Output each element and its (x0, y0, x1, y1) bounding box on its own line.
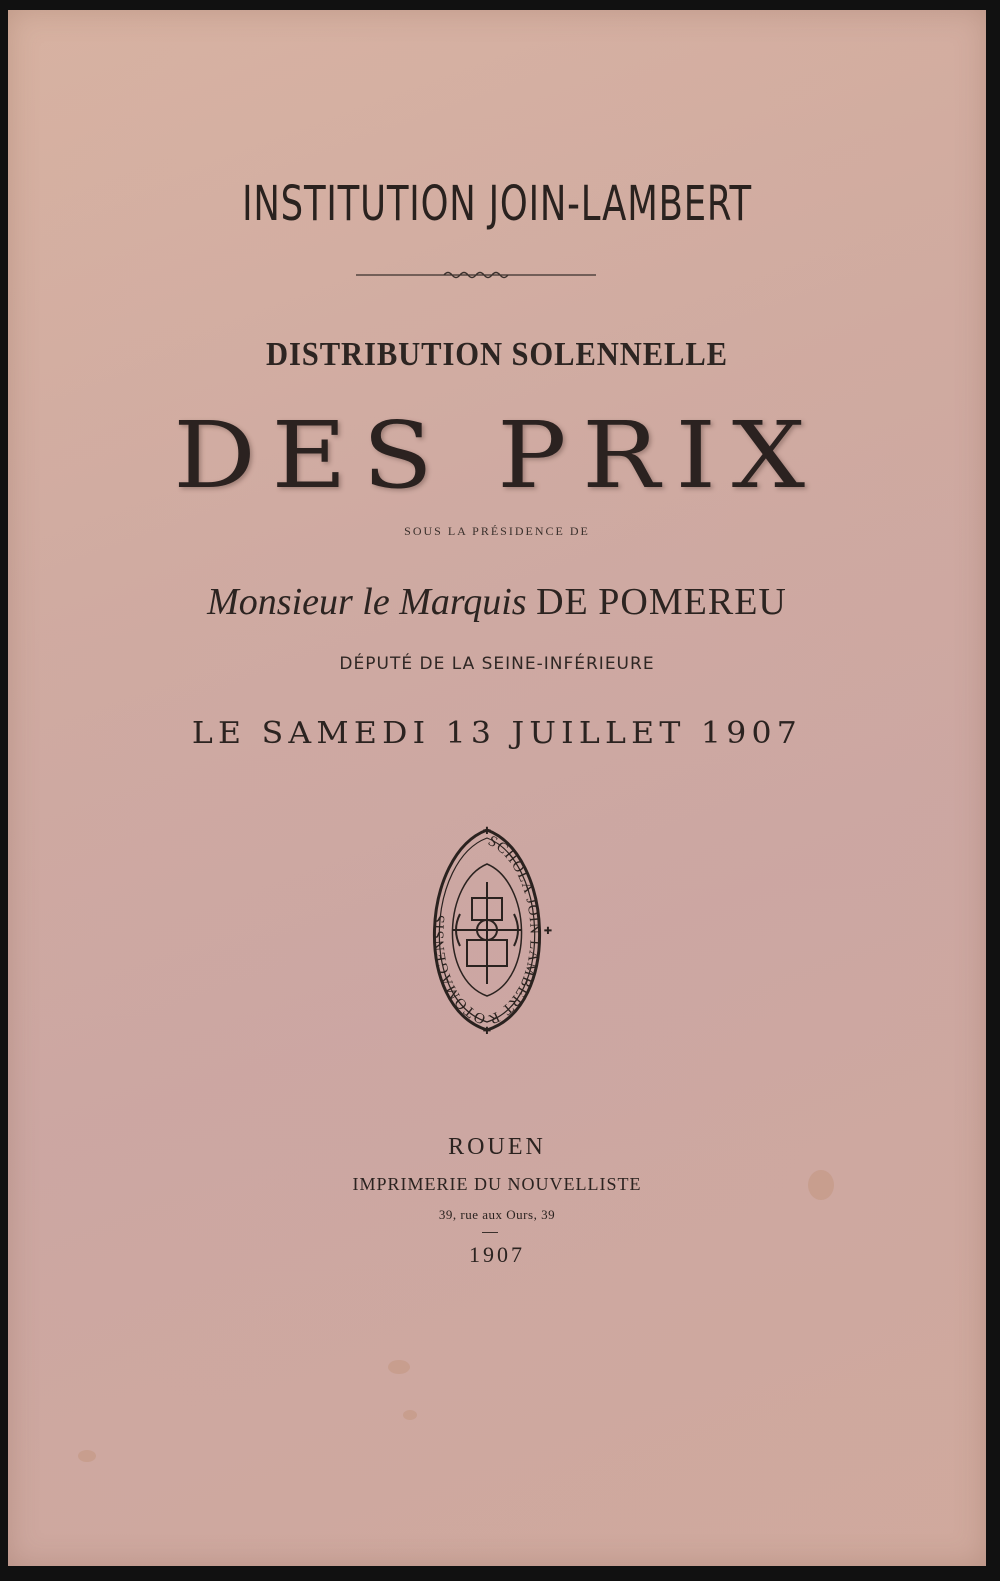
institution-heading: INSTITUTION JOIN-LAMBERT (242, 176, 752, 232)
president-line (8, 580, 986, 624)
school-seal-icon (412, 824, 562, 1036)
publication-year: 1907 (469, 1242, 525, 1267)
svg-text:✚: ✚ (482, 1026, 492, 1036)
distribution-heading: DISTRIBUTION SOLENNELLE (265, 336, 728, 373)
deputy-line: DÉPUTÉ DE LA SEINE-INFÉRIEURE (339, 654, 655, 674)
seal-inscription: SCHOLA JOIN LAMBERT ROTOMAGENSIS (431, 833, 543, 1028)
divider-dash (482, 1232, 498, 1233)
paper-stain (388, 1360, 410, 1374)
main-title: DES PRIX (173, 402, 821, 509)
svg-text:✚: ✚ (543, 926, 553, 937)
presidence-label: SOUS LA PRÉSIDENCE DE (404, 524, 590, 538)
paper-stain (78, 1450, 96, 1462)
paper-stain (403, 1410, 417, 1420)
city-name: ROUEN (448, 1134, 546, 1160)
president-name: POMEREU (598, 581, 787, 623)
booklet-cover (8, 10, 986, 1566)
president-prefix: Monsieur le Marquis (207, 581, 527, 623)
svg-text:✚: ✚ (482, 826, 492, 837)
printer-name: IMPRIMERIE DU NOUVELLISTE (352, 1174, 642, 1194)
ceremony-date: LE SAMEDI 13 JUILLET 1907 (191, 716, 803, 751)
printer-address: 39, rue aux Ours, 39 (438, 1207, 556, 1222)
president-particle: DE (536, 581, 589, 623)
paper-stain (808, 1170, 834, 1200)
ornament-rule (356, 268, 596, 282)
